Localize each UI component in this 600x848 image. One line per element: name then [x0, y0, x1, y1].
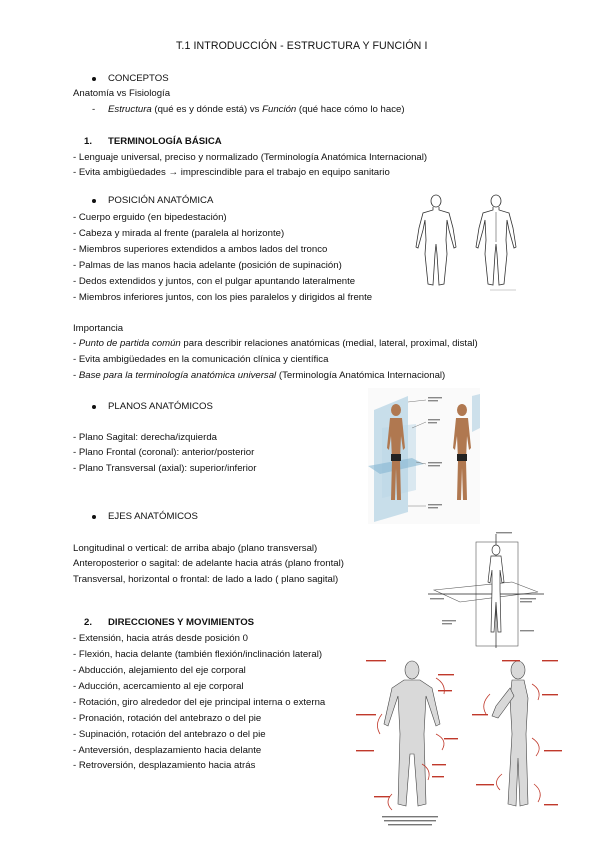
importance-desc: (Terminología Anatómica Internacional): [276, 370, 446, 381]
side-movement-figure: [492, 661, 528, 806]
front-body-outline: [416, 195, 456, 285]
figure-caption-marks: [382, 816, 438, 825]
importance-item: - Evita ambigüedades en la comunicación clínica y científica: [73, 354, 329, 365]
bullet-icon: [92, 405, 96, 409]
list-item: Transversal, horizontal o frontal: de lado a lado ( plano sagital): [73, 574, 339, 585]
concept-dash: -: [92, 104, 96, 115]
function-desc: (qué hace cómo lo hace): [296, 104, 405, 115]
bullet-icon: [92, 199, 96, 203]
front-movement-figure: [384, 661, 440, 806]
section-heading-terminologia: TERMINOLOGÍA BÁSICA: [108, 136, 222, 147]
list-item: - Abducción, alejamiento del eje corporal: [73, 665, 246, 676]
structure-desc: (qué es y dónde está) vs: [151, 104, 263, 115]
directions-movements-figure: [352, 654, 570, 834]
body-outline-illustration: [408, 192, 558, 292]
section-number-2: 2.: [84, 617, 93, 628]
list-item: - Rotación, giro alrededor del eje principal interna o externa: [73, 697, 326, 708]
anatomical-axes-figure: [424, 532, 548, 652]
list-item: - Pronación, rotación del antebrazo o del pie: [73, 713, 262, 724]
list-item: - Aducción, acercamiento al eje corporal: [73, 681, 244, 692]
section-heading-posicion: POSICIÓN ANATÓMICA: [108, 195, 214, 206]
bullet-icon: [92, 515, 96, 519]
list-item: - Plano Sagital: derecha/izquierda: [73, 432, 217, 443]
section-heading-direcciones: DIRECCIONES Y MOVIMIENTOS: [108, 617, 255, 628]
section-heading-planos: PLANOS ANATÓMICOS: [108, 401, 213, 412]
section-number-1: 1.: [84, 136, 93, 147]
concept-structure-function: [108, 104, 405, 116]
list-item: - Plano Transversal (axial): superior/inferior: [73, 463, 257, 474]
list-item: - Extensión, hacia atrás desde posición 0: [73, 633, 248, 644]
list-item: Anteroposterior o sagital: de adelante hacia atrás (plano frontal): [73, 558, 344, 569]
movement-label-marks: [356, 660, 562, 805]
list-item: - Dedos extendidos y juntos, con el pulgar apuntando lateralmente: [73, 276, 356, 287]
list-item: - Miembros inferiores juntos, con los pies paralelos y dirigidos al frente: [73, 292, 373, 303]
list-item: - Miembros superiores extendidos a ambos lados del tronco: [73, 244, 328, 255]
function-term: Función: [262, 104, 297, 115]
importance-item: [73, 338, 478, 350]
bullet-icon: [92, 77, 96, 81]
list-item: - Cabeza y mirada al frente (paralela al horizonte): [73, 228, 285, 239]
list-item: - Palmas de las manos hacia adelante (posición de supinación): [73, 260, 342, 271]
left-figure-shorts: [391, 454, 401, 461]
back-body-outline: [476, 195, 516, 285]
anatomical-position-figure: [408, 192, 558, 292]
section-heading-conceptos: CONCEPTOS: [108, 73, 169, 84]
importance-desc: para describir relaciones anatómicas (medial, lateral, proximal, distal): [180, 338, 478, 349]
list-item: - Evita ambigüedades → imprescindible para el trabajo en equipo sanitario: [73, 167, 390, 178]
list-item: - Cuerpo erguido (en bipedestación): [73, 212, 227, 223]
concept-line: Anatomía vs Fisiología: [73, 88, 171, 99]
importance-italic-term: Base para la terminología anatómica universal: [78, 370, 277, 381]
importance-heading: Importancia: [73, 323, 124, 334]
page-title: T.1 INTRODUCCIÓN - ESTRUCTURA Y FUNCIÓN I: [176, 40, 428, 52]
axes-label-marks: [430, 532, 536, 631]
importance-italic-term: Punto de partida común: [78, 338, 181, 349]
list-item: - Plano Frontal (coronal): anterior/posterior: [73, 447, 255, 458]
list-item: - Retroversión, desplazamiento hacia atrás: [73, 760, 256, 771]
list-item: - Flexión, hacia delante (también flexión/inclinación lateral): [73, 649, 323, 660]
list-item: - Anteversión, desplazamiento hacia delante: [73, 745, 262, 756]
axes-illustration: [424, 532, 548, 652]
right-figure-shorts: [457, 454, 467, 461]
planes-illustration: [368, 388, 480, 524]
list-item: - Lenguaje universal, preciso y normalizado (Terminología Anatómica Internacional): [73, 152, 428, 163]
dash: -: [73, 338, 79, 349]
movements-illustration: [352, 654, 570, 834]
list-item: - Supinación, rotación del antebrazo o del pie: [73, 729, 266, 740]
section-heading-ejes: EJES ANATÓMICOS: [108, 511, 198, 522]
structure-term: Estructura: [108, 104, 152, 115]
anatomical-planes-figure: [368, 388, 480, 524]
list-item: Longitudinal o vertical: de arriba abajo (plano transversal): [73, 543, 318, 554]
dash: -: [73, 370, 79, 381]
importance-item: [73, 370, 445, 382]
